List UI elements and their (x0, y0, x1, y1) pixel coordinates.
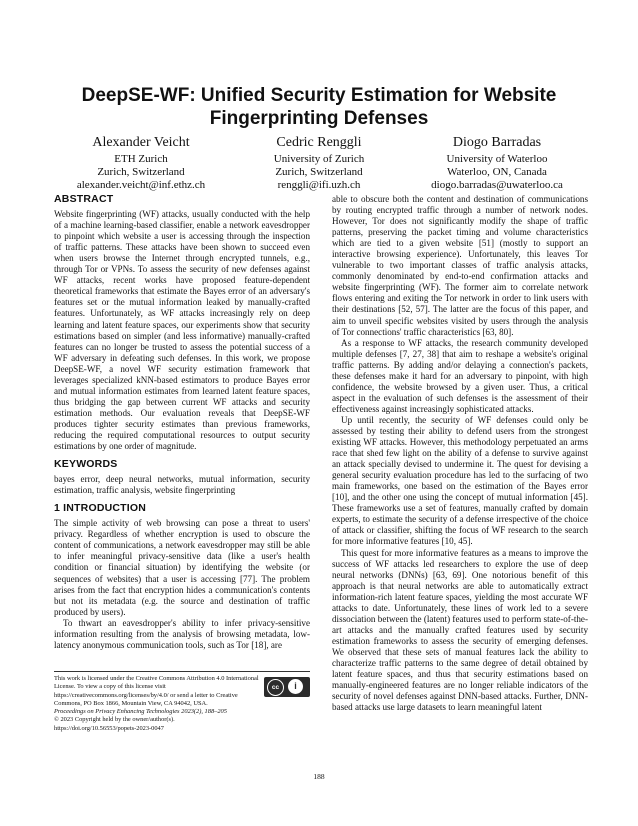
left-column (54, 194, 310, 651)
abstract-heading: ABSTRACT (54, 193, 114, 205)
license-text: This work is licensed under the Creative Commons Attribution 4.0 International License. To view a copy of this license visit https://creativecommons.org/licenses/by/4.0/ or send a letter to Creative Commons, PO Box 1866, Mountain View, CA 94042, USA. (54, 675, 259, 707)
copyright-line: © 2023 Copyright held by the owner/author(s). (54, 716, 175, 724)
author-affiliation: University of Zurich (273, 153, 365, 165)
intro-paragraph: To thwart an eavesdropper's ability to infer privacy-sensitive information resulting from the analysis of browsing metadata, low-latency anonymous communication tools, such as Tor [18], are (54, 617, 310, 650)
author-affiliation: ETH Zurich (114, 153, 168, 165)
author-2 (230, 134, 408, 192)
author-name: Alexander Veicht (92, 135, 190, 150)
author-1 (52, 134, 230, 192)
intro-paragraph: The simple activity of web browsing can pose a threat to users' privacy. Regardless of whether encryption is used to obscure the content of communications, a network eavesdropper may still be able to infer meaningful privacy-sensitive data (like a user's health condition or financial situation) by identifying the website (or sequences of websites) that a user is accessing [77]. The problem arises from the fact that encryption hides a communication's contents but not its metadata (e.g. the source and destination of traffic produced by users). (54, 518, 310, 617)
author-email: diogo.barradas@uwaterloo.ca (431, 179, 563, 191)
author-name: Cedric Renggli (276, 135, 362, 150)
keywords-heading: KEYWORDS (54, 458, 118, 471)
paper-title: DeepSE-WF: Unified Security Estimation for Website Fingerprinting Defenses (81, 85, 557, 129)
intro-paragraph: As a response to WF attacks, the research community developed multiple defenses [7, 27, 38] that aim to reshape a website's original traffic patterns. By adding and/or delaying a connection's packets, these defenses make it hard for an adversary to pinpoint, with high confidence, the website browsed by a given user. Thus, a critical aspect in the evaluation of such defenses is the assessment of their effectiveness against increasingly sophisticated attacks. (332, 337, 588, 414)
author-location: Zurich, Switzerland (97, 166, 185, 178)
author-email: renggli@ifi.uzh.ch (277, 179, 361, 191)
author-affiliation: University of Waterloo (446, 153, 548, 165)
author-name: Diogo Barradas (452, 135, 542, 150)
proceedings-line: Proceedings on Privacy Enhancing Technologies 2023(2), 188–205 (54, 708, 227, 716)
intro-paragraph: Up until recently, the security of WF defenses could only be assessed by testing their ability to defend users from the strongest existing WF attacks. However, this methodology perpetuated an arms race that shed few light on the ability of a defense to survive against an attack specially devised to undermine it. The quest for devising a general security evaluation procedure has led to the surfacing of two main frameworks, one based on the estimation of the Bayes error [10], and the other one using the concept of mutual information [45]. These frameworks use a set of features, manually crafted by domain experts, to estimate the security of a defense irrespective of the choice of attack or classifier, shifting the focus of WF research to the search for more informative features [10, 45]. (332, 414, 588, 547)
intro-paragraph: This quest for more informative features as a means to improve the success of WF attacks led researchers to explore the use of deep neural networks (DNNs) [63, 69]. One notorious benefit of this approach is that neural networks are able to automatically extract information-rich latent feature spaces, yielding the most accurate WF attacks to date. Unfortunately, these lines of work led to a severe dissociation between the (latent) features used to perform state-of-the-art attacks and the manually crafted features used by security estimation frameworks to assess the security of emerging defenses. We observed that these sets of manual features lack the ability to characterize traffic patterns to the same degree of detail obtained by latent feature spaces, and thus that security estimations based on manually-engineered features are no longer reliable indicators of the security of novel defenses against DNN-based attacks. Further, DNN-based attacks use large datasets to learn meaningful latent (332, 547, 588, 713)
author-block (52, 134, 586, 192)
right-column (332, 194, 588, 713)
author-location: Waterloo, ON, Canada (447, 166, 547, 178)
abstract-text: Website fingerprinting (WF) attacks, usually conducted with the help of a machine learning-based classifier, enable a network eavesdropper to pinpoint which website a user is accessing through the inspection of traffic patterns. These attacks have been shown to succeed even when users browse the Internet through encrypted tunnels, e.g., through Tor or VPNs. To assess the security of new defenses against WF attacks, recent works have proposed feature-dependent theoretical frameworks that estimate the Bayes error of an adversary's features set or the mutual information leaked by manually-crafted features. Unfortunately, as WF attacks increasingly rely on deep learning and latent feature spaces, our experiments show that security estimations based on simpler (and less informative) manually-crafted features can no longer be trusted to assess the potential success of a WF adversary in defeating such defenses. In this work, we propose DeepSE-WF, a novel WF security estimation framework that leverages specialized kNN-based estimators to produce Bayes error and mutual information estimates from learned latent feature spaces, thus bridging the gap between current WF attacks and security estimation methods. Our evaluation reveals that DeepSE-WF produces tighter security estimates than previous frameworks, reducing the required computational resources to output security estimations by one order of magnitude. (54, 209, 310, 452)
intro-paragraph: able to obscure both the content and destination of communications by routing encrypted traffic through a number of network nodes. However, Tor does not significantly modify the shape of traffic patterns, preserving the packet timing and volume characteristics which are tied to a given website [51] (mostly to support an interactive browsing experience). Unfortunately, this leaves Tor vulnerable to two important classes of traffic analysis attacks, commonly denominated by end-to-end confirmation attacks and website fingerprinting (WF). The former aim to correlate network flows entering and exiting the Tor network in order to link users with their destinations [52, 57]. The latter are the focus of this paper, and aim to unveil specific websites visited by users through the analysis of Tor connections' traffic characteristics [63, 80]. (332, 194, 588, 337)
doi-link[interactable]: https://doi.org/10.56553/popets-2023-0047 (54, 724, 164, 732)
introduction-heading: 1 INTRODUCTION (54, 502, 147, 515)
cc-icon: cc (267, 679, 284, 696)
author-3 (408, 134, 586, 192)
cc-by-badge-icon[interactable] (264, 677, 310, 697)
author-location: Zurich, Switzerland (275, 166, 363, 178)
attribution-person-icon: i (288, 679, 303, 694)
page-number: 188 (313, 772, 325, 781)
license-footnote (54, 671, 310, 733)
author-email: alexander.veicht@inf.ethz.ch (76, 179, 206, 191)
keywords-text: bayes error, deep neural networks, mutual information, security estimation, traffic analysis, website fingerprinting (54, 474, 310, 496)
